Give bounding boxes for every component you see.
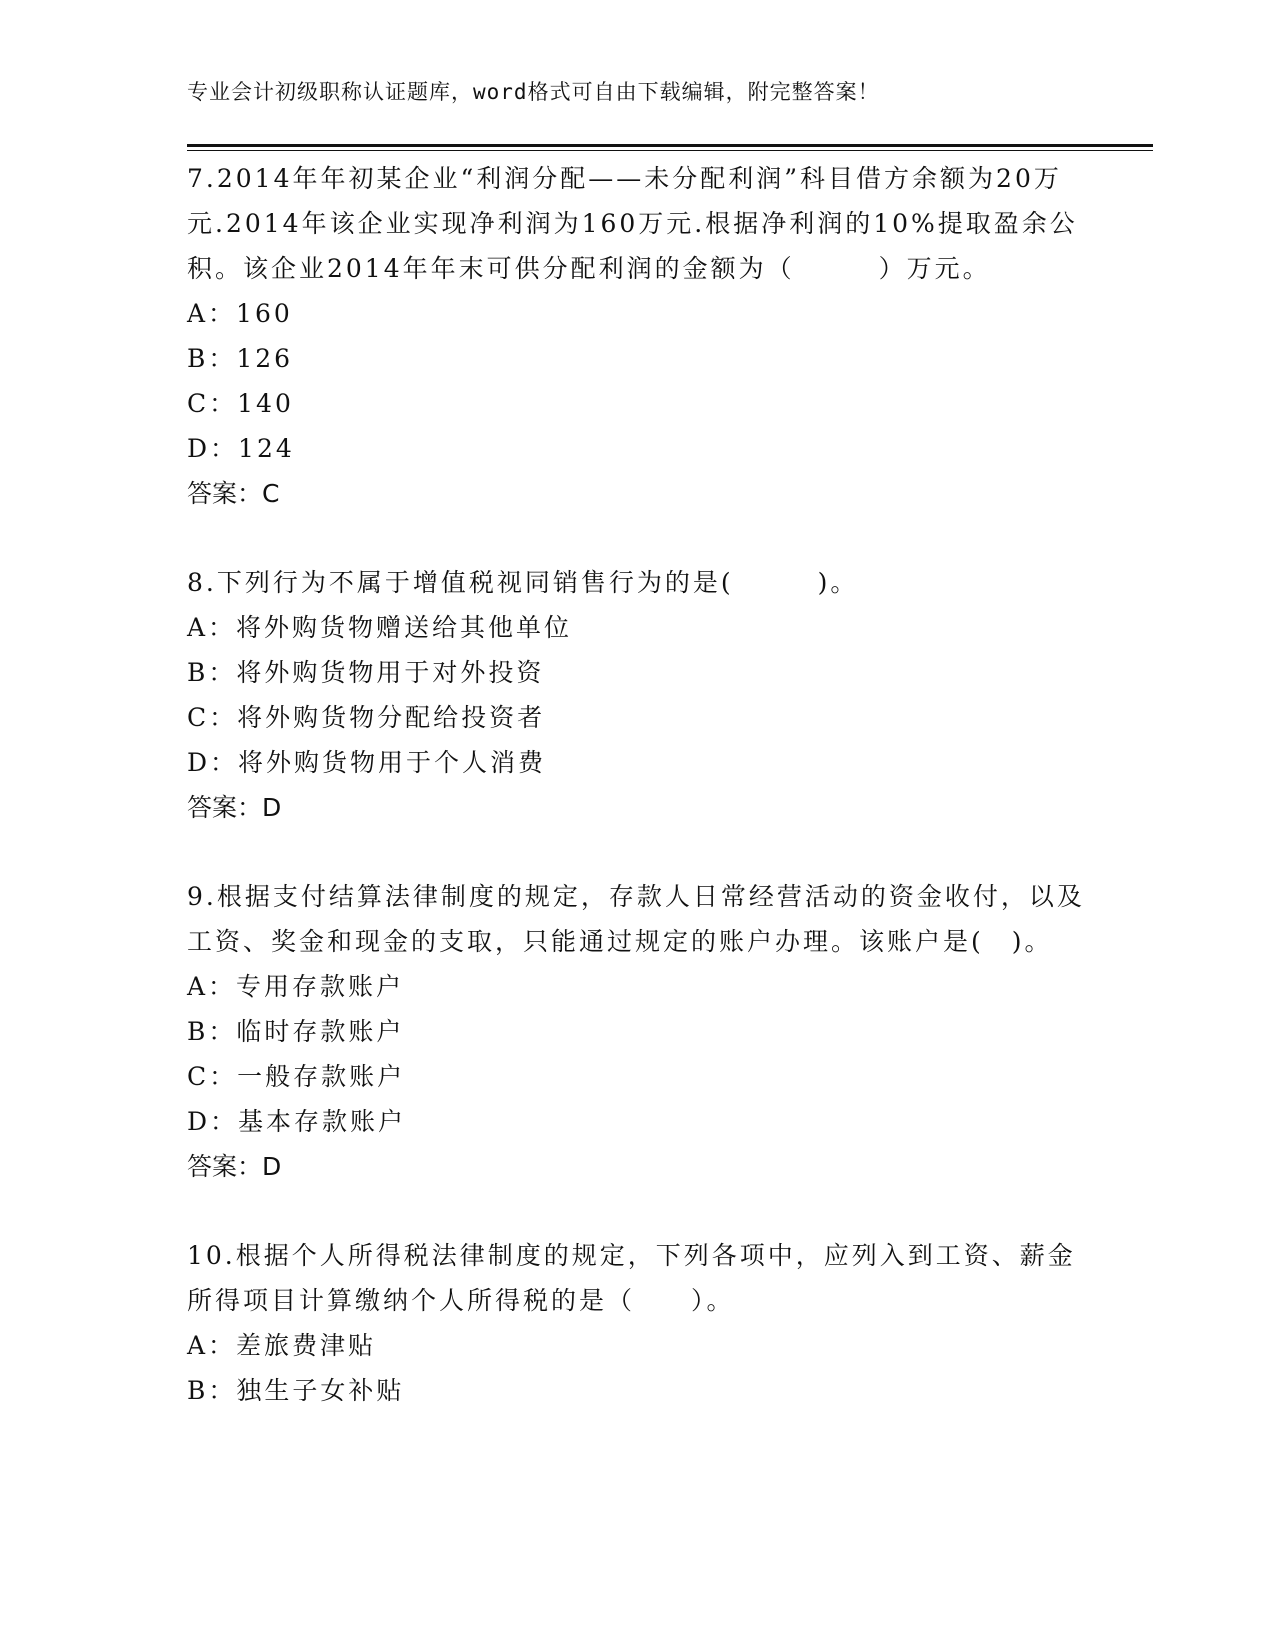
question-stem: 10.根据个人所得税法律制度的规定，下列各项中，应列入到工资、薪金所得项目计算缴纳个人所得税的是（ ）。: [187, 1241, 1076, 1315]
header-rule-thin: [187, 150, 1153, 151]
option-a: A：将外购货物赠送给其他单位: [187, 613, 573, 642]
option-a: A：160: [187, 299, 293, 328]
question-list: [187, 156, 1087, 1457]
question-stem: 7.2014年年初某企业“利润分配——未分配利润”科目借方余额为20万元.2014年该企业实现净利润为160万元.根据净利润的10%提取盈余公积。该企业2014年年末可供分配利润的金额为（ ）万元。: [187, 164, 1078, 283]
option-a: A：差旅费津贴: [187, 1331, 377, 1360]
question-stem: 9.根据支付结算法律制度的规定，存款人日常经营活动的资金收付，以及工资、奖金和现金的支取，只能通过规定的账户办理。该账户是( )。: [187, 882, 1085, 956]
header-rule-thick: [187, 144, 1153, 147]
question-stem: 8.下列行为不属于增值税视同销售行为的是( )。: [187, 568, 859, 597]
option-d: D：124: [187, 434, 295, 463]
question-10: [187, 1233, 1087, 1413]
option-b: B：将外购货物用于对外投资: [187, 658, 545, 687]
answer-line: 答案：C: [187, 479, 280, 508]
option-d: D：基本存款账户: [187, 1107, 407, 1136]
question-7: [187, 156, 1087, 516]
option-b: B：126: [187, 344, 294, 373]
option-c: C：将外购货物分配给投资者: [187, 703, 546, 732]
answer-line: 答案：D: [187, 793, 282, 822]
page-header: 专业会计初级职称认证题库，word格式可自由下载编辑，附完整答案！: [187, 80, 880, 104]
option-a: A：专用存款账户: [187, 972, 405, 1001]
answer-line: 答案：D: [187, 1152, 282, 1181]
question-9: [187, 874, 1087, 1189]
question-8: [187, 560, 1087, 830]
option-c: C：一般存款账户: [187, 1062, 406, 1091]
option-b: B：独生子女补贴: [187, 1376, 405, 1405]
option-c: C：140: [187, 389, 294, 418]
option-b: B：临时存款账户: [187, 1017, 405, 1046]
option-d: D：将外购货物用于个人消费: [187, 748, 547, 777]
